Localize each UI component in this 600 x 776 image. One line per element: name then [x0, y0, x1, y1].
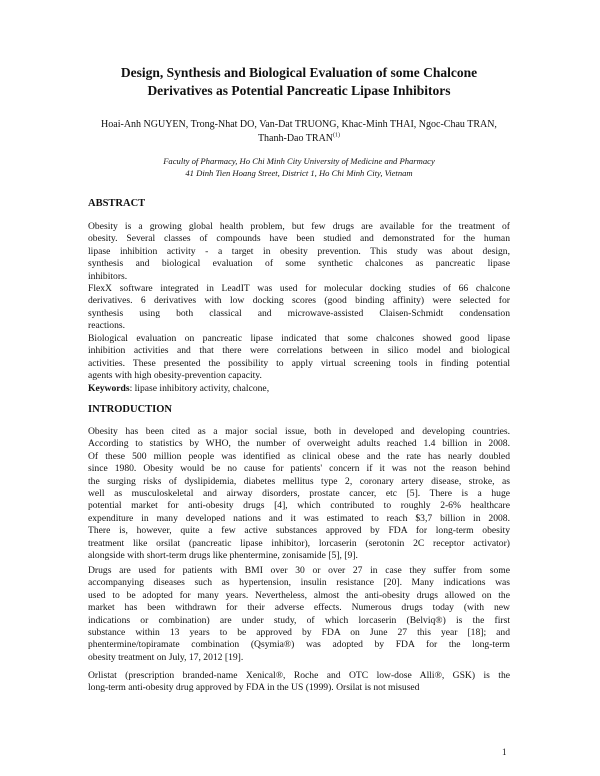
text-line: Obesity is a growing global health problem, but few drugs are available for the treatment of — [88, 221, 510, 232]
abstract-paragraph — [88, 333, 510, 383]
text-line: accompanying diseases such as hypertension, insulin resistance [20]. Many indications was — [88, 577, 510, 589]
intro-paragraph — [88, 670, 510, 695]
page-number: 1 — [502, 747, 507, 757]
text-line: obesity treatment on July, 17, 2012 [19]. — [88, 651, 244, 663]
text-line: synthesis and biological evaluation of some synthetic chalcones as pancreatic lipase — [88, 258, 510, 270]
text-line: phentermine/topiramate combination (Qsymia®) was adopted by FDA for the long-term — [88, 639, 510, 651]
text-line: According to statistics by WHO, the number of overweight adults reached 1.4 billion in 2008. — [88, 438, 510, 450]
text-line: inhibition activities and that there were correlations between in silico model and biological — [88, 345, 510, 357]
keywords-text: : lipase inhibitory activity, chalcone, — [129, 383, 270, 394]
title-line: Design, Synthesis and Biological Evaluation of some Chalcone — [120, 65, 478, 80]
abstract-paragraph — [88, 221, 510, 283]
text-line: Biological evaluation on pancreatic lipase indicated that some chalcones showed good lipase — [88, 333, 510, 344]
text-line: Orlistat (prescription branded-name Xenical®, Roche and OTC low-dose Alli®, GSK) is the — [88, 670, 510, 681]
text-line: FlexX software integrated in LeadIT was used for molecular docking studies of 66 chalcone — [88, 283, 510, 294]
text-line: derivatives. 6 derivatives with low docking scores (good binding affinity) were selected for — [88, 295, 510, 307]
corresponding-author: Thanh-Dao TRAN — [257, 133, 334, 144]
abstract-heading: ABSTRACT — [88, 198, 146, 209]
text-line: activities. These presented the possibility to apply virtual screening tools in finding potential — [88, 357, 510, 369]
text-line: expenditure in many developed nations and it was estimated to reach $3,7 billion in 2008. — [88, 512, 510, 524]
authors-line: Hoai-Anh NGUYEN, Trong-Nhat DO, Van-Dat TRUONG, Khac-Minh THAI, Ngoc-Chau TRAN, — [101, 119, 497, 130]
text-line: used to be adopted for many years. Nevertheless, almost the anti-obesity drugs allowed on the — [88, 589, 510, 601]
text-line: alongside with short-term drugs like phentermine, zonisamide [5], [9]. — [88, 550, 358, 562]
text-line: agents with high obesity-prevention capacity. — [88, 370, 262, 382]
affiliation — [88, 155, 510, 179]
paper-title — [88, 64, 510, 100]
authors-line — [88, 132, 510, 146]
text-line: well as musculoskeletal and airway disorders, prostate cancer, etc [5]. There is a huge — [88, 488, 510, 500]
text-line: indications or combination) are under study, of which lorcaserin (Belviq®) is the first — [88, 614, 510, 626]
affiliation-line: Faculty of Pharmacy, Ho Chi Minh City University of Medicine and Pharmacy — [163, 156, 435, 166]
affiliation-line: 41 Dinh Tien Hoang Street, District 1, Ho Chi Minh City, Vietnam — [185, 168, 413, 178]
text-line: There is, however, quite a few active substances approved by FDA for long-term obesity — [88, 525, 510, 537]
text-line: lipase inhibition activity - a target in obesity prevention. This study was about design, — [88, 245, 510, 257]
text-line: substance within 13 years to be approved by FDA on June 27 this year [18]; and — [88, 627, 510, 639]
introduction-heading: INTRODUCTION — [88, 404, 173, 415]
text-line: long-term anti-obesity drug approved by FDA in the US (1999). Orsilat is not misused — [88, 682, 420, 694]
abstract-paragraph — [88, 283, 510, 333]
text-line: potential market for anti-obesity drugs [4], which contributed to roughly 2-6% healthcare — [88, 500, 510, 512]
author-mark: (1) — [333, 132, 341, 139]
intro-paragraph — [88, 565, 510, 664]
text-line: the surging risks of dyslipidemia, diabetes mellitus type 2, coronary artery disease, stroke, as — [88, 475, 510, 487]
title-line: Derivatives as Potential Pancreatic Lipase Inhibitors — [147, 83, 451, 98]
author-list — [88, 118, 510, 146]
text-line: reactions. — [88, 320, 126, 332]
keywords-label: Keywords — [88, 383, 130, 394]
text-line: synthesis using both classical and microwave-assisted Claisen-Schmidt condensation — [88, 307, 510, 319]
text-line: market has been withdrawn for their adverse effects. Numerous drugs today (with new — [88, 602, 510, 614]
text-line: Drugs are used for patients with BMI over 30 or over 27 in case they suffer from some — [88, 565, 510, 576]
text-line: treatment like orsilat (pancreatic lipase inhibitor), lorcaserin (serotonin 2C receptor activator) — [88, 537, 510, 549]
text-line: inhibitors. — [88, 270, 128, 282]
keywords — [88, 383, 510, 395]
text-line: Obesity has been cited as a major social issue, both in developed and developing countries. — [88, 426, 510, 437]
text-line: obesity. Several classes of compounds have been studied and demonstrated for the human — [88, 233, 510, 245]
text-line: Of these 500 million people was identified as clinical obese and the rate has nearly doubled — [88, 450, 510, 462]
intro-paragraph — [88, 426, 510, 562]
text-line: since 1980. Obesity would be no cause for patients' concern if it was not the reason behind — [88, 463, 510, 475]
